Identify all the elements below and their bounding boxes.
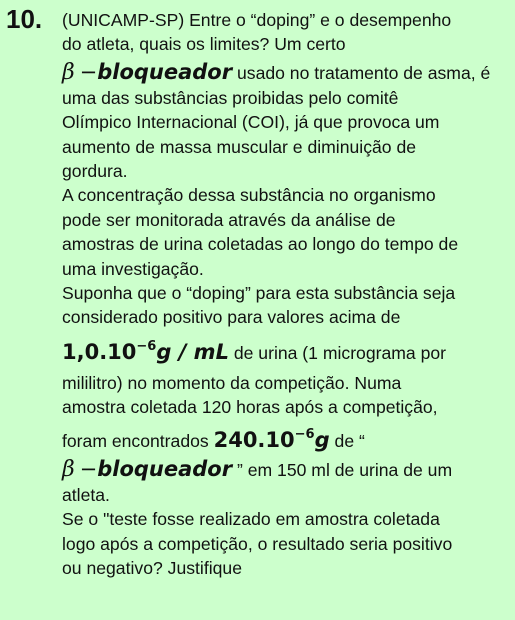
text-line: uma das substâncias proibidas pelo comitê: [62, 87, 399, 108]
text-line: atleta.: [62, 484, 110, 505]
text-line: do atleta, quais os limites? Um certo: [62, 34, 346, 55]
formula-line-2: [62, 428, 508, 453]
text-line: considerado positivo para valores acima de: [62, 307, 401, 328]
beta-symbol: β: [62, 59, 75, 85]
text-line: (UNICAMP-SP) Entre o “doping” e o desempenho: [62, 10, 452, 30]
beta-line-2-rest: ” em 150 ml de urina de um: [232, 459, 453, 480]
beta-blocker-word: bloqueador: [97, 456, 233, 481]
text-line: A concentração dessa substância no organismo: [62, 185, 436, 206]
question-text: [62, 8, 508, 580]
formula-1-rest: de urina (1 micrograma por: [228, 342, 447, 363]
beta-line-2: [62, 457, 508, 482]
formula-2-rest: de “: [329, 430, 365, 451]
text-line: Olímpico Internacional (COI), já que provoca um: [62, 112, 440, 133]
minus-sign: −: [79, 456, 98, 481]
formula-2-prefix: foram encontrados: [62, 430, 214, 451]
formula-1-mantissa: 1,0.10: [62, 339, 137, 364]
text-line: Suponha que o “doping” para esta substância seja: [62, 283, 456, 304]
beta-line-rest: usado no tratamento de asma, é: [232, 62, 491, 83]
text-line: aumento de massa muscular e diminuição de: [62, 136, 417, 157]
text-line: pode ser monitorada através da análise de: [62, 209, 396, 230]
formula-1-exponent: −6: [136, 338, 157, 354]
formula-1-unit: g / mL: [156, 339, 229, 364]
text-line: logo após a competição, o resultado seria positivo: [62, 533, 453, 554]
text-line: uma investigação.: [62, 258, 204, 279]
text-line: amostra coletada 120 horas após a competição,: [62, 397, 438, 418]
beta-line-1: [62, 60, 508, 85]
text-line: ou negativo? Justifique: [62, 557, 242, 578]
formula-2-mantissa: 240.10: [213, 427, 295, 452]
beta-symbol: β: [62, 456, 75, 482]
text-line: amostras de urina coletadas ao longo do tempo de: [62, 234, 459, 255]
text-line: gordura.: [62, 161, 128, 182]
formula-2-exponent: −6: [294, 426, 315, 442]
formula-line-1: [62, 340, 508, 365]
question-number: 10.: [6, 4, 43, 34]
formula-2-unit: g: [314, 427, 330, 452]
text-line: mililitro) no momento da competição. Numa: [62, 372, 402, 393]
beta-blocker-word: bloqueador: [97, 59, 233, 84]
minus-sign: −: [79, 59, 98, 84]
text-line: Se o "teste fosse realizado em amostra coletada: [62, 509, 440, 530]
